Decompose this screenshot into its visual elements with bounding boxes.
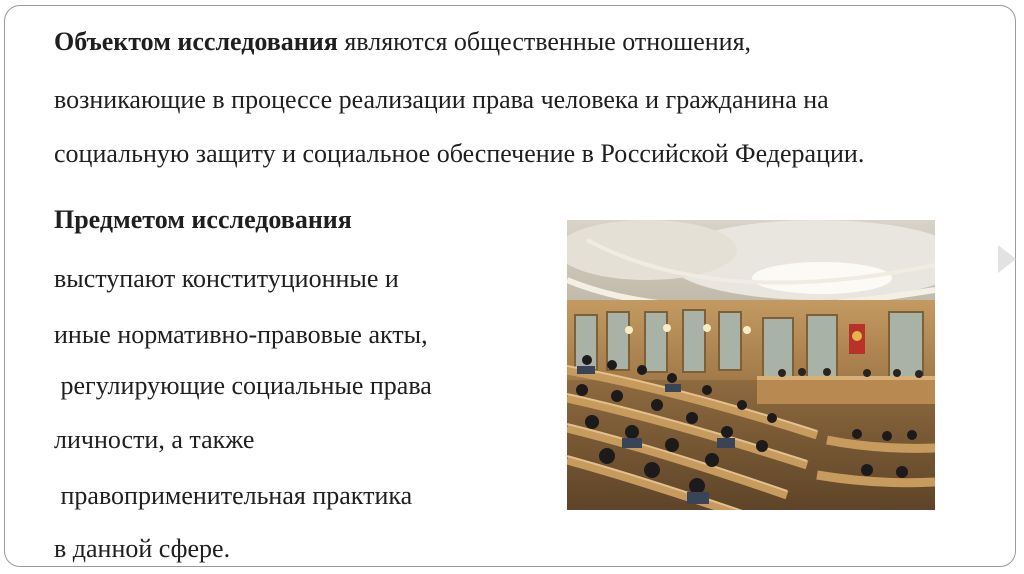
- subject-heading: Предметом исследования: [54, 205, 352, 234]
- object-line-2: возникающие в процессе реализации права человека и гражданина на: [54, 85, 829, 114]
- subject-line: личности, а также: [54, 425, 255, 454]
- subject-line: правоприменительная практика: [54, 481, 413, 510]
- subject-line: регулирующие социальные права: [54, 371, 432, 400]
- parliament-hall-photo: [567, 220, 935, 510]
- object-line-1: [54, 27, 751, 57]
- next-arrow-icon: [998, 245, 1016, 273]
- subject-line: иные нормативно-правовые акты,: [54, 320, 428, 349]
- subject-line: выступают конституционные и: [54, 264, 399, 293]
- subject-line: в данной сфере.: [54, 534, 231, 563]
- object-line-3: социальную защиту и социальное обеспечение в Российской Федерации.: [54, 139, 865, 168]
- object-heading: Объектом исследования: [54, 27, 338, 56]
- object-line-1-text: являются общественные отношения,: [337, 27, 752, 56]
